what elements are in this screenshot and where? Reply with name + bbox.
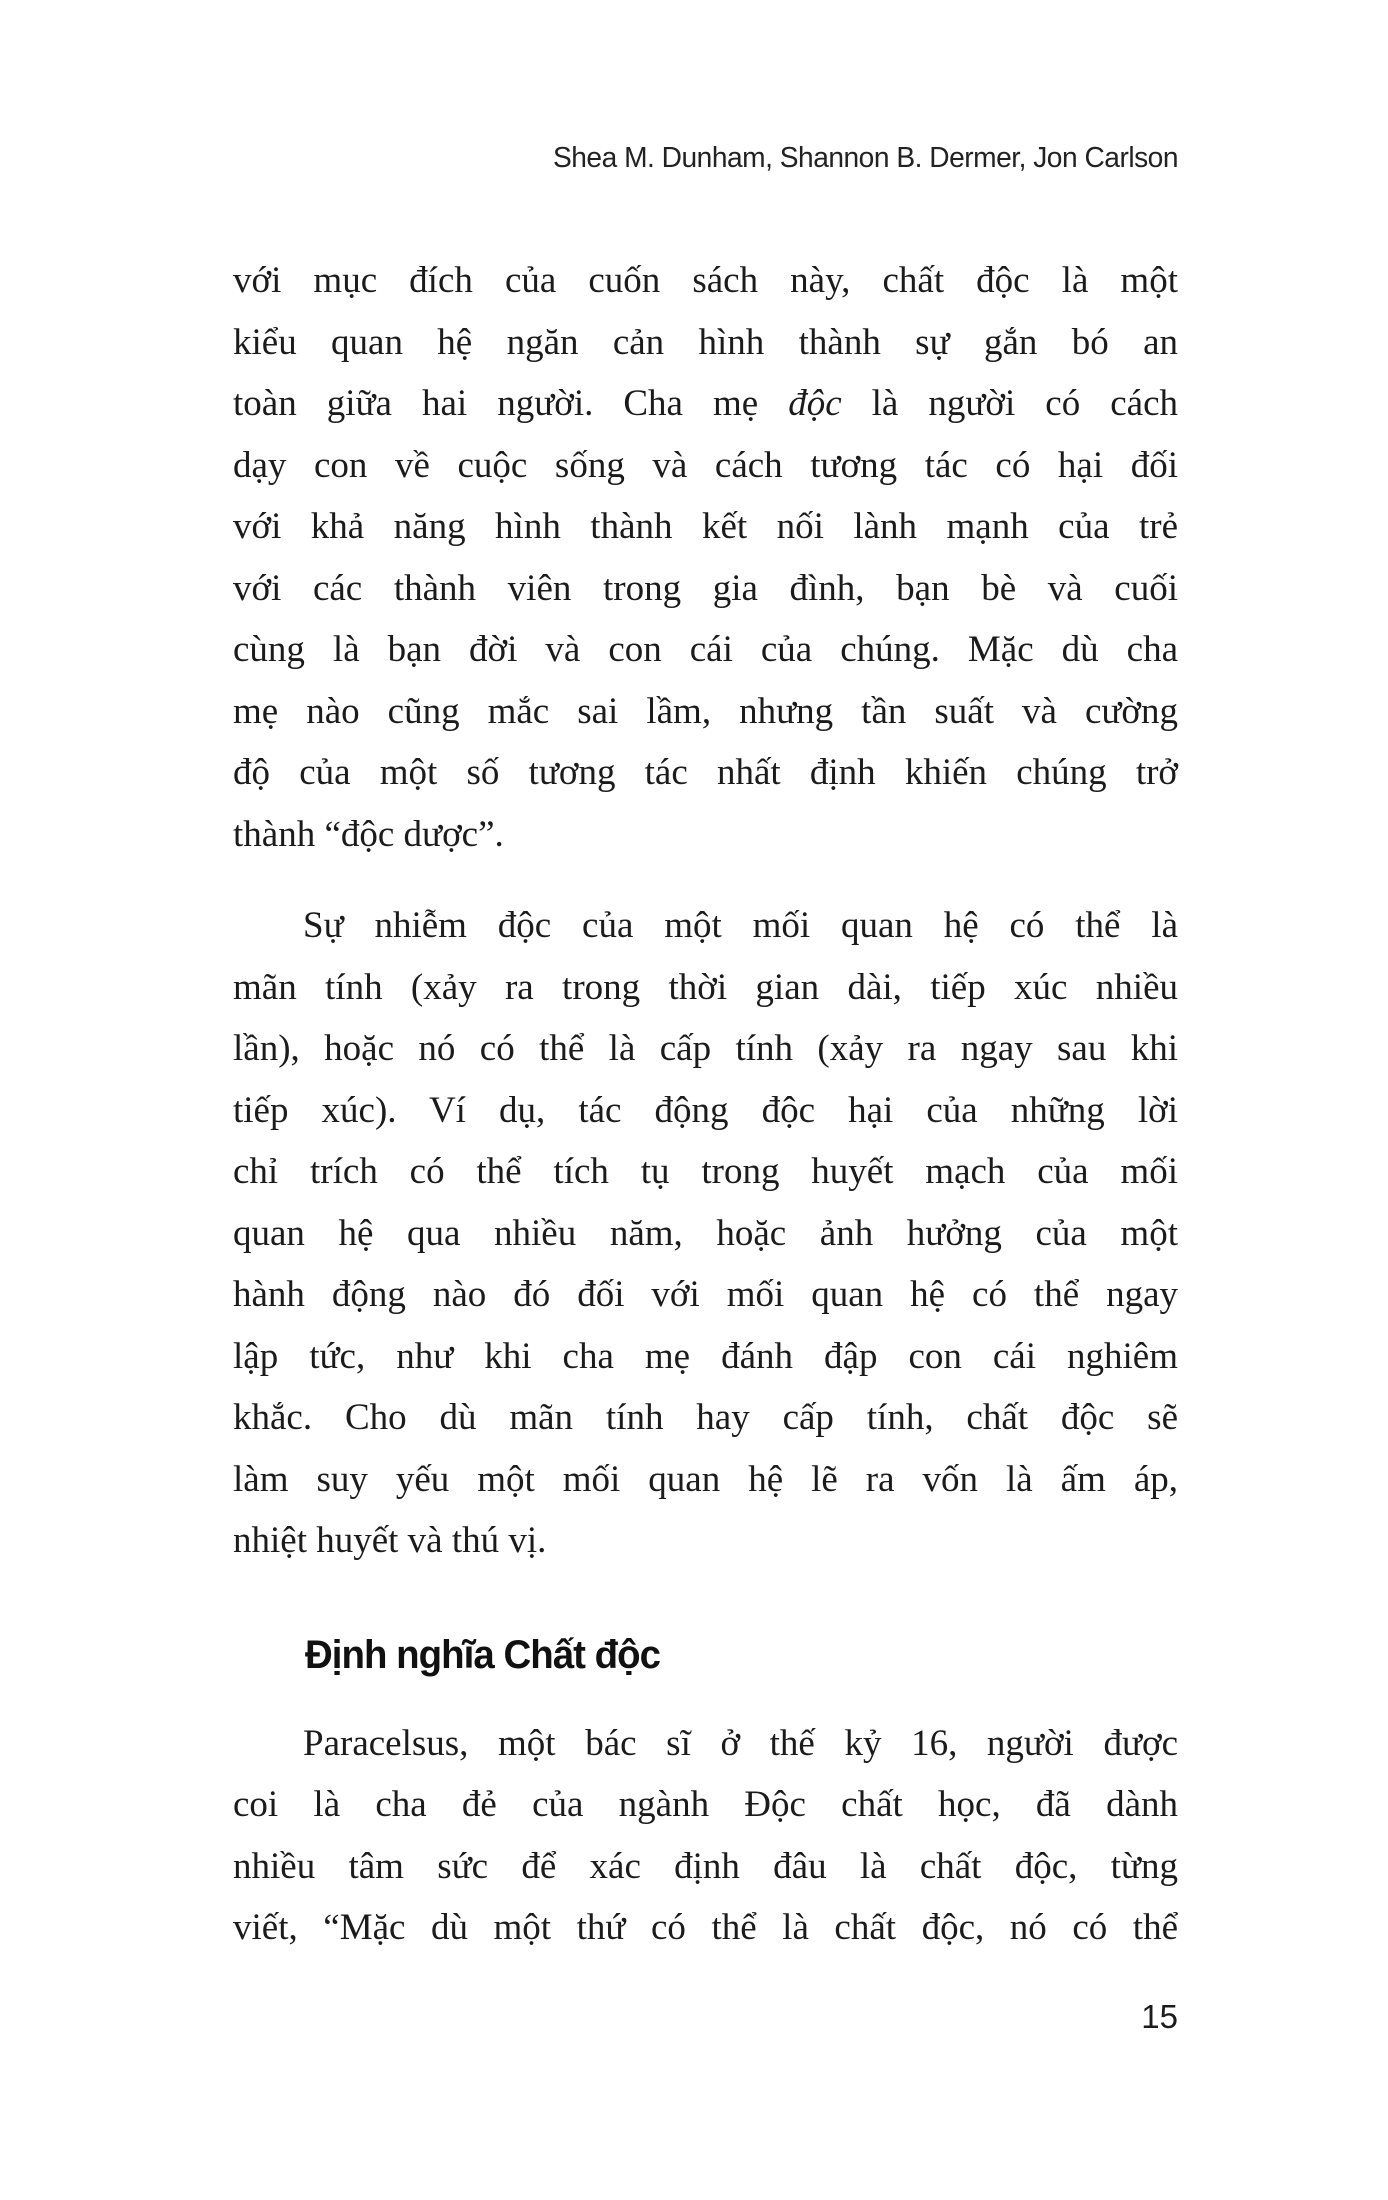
text-line: lần), hoặc nó có thể là cấp tính (xảy ra ngay sau khi <box>233 1028 1178 1069</box>
text-line: nhiệt huyết và thú vị. <box>233 1520 547 1561</box>
paragraph-1 <box>233 250 1178 865</box>
section-heading: Định nghĩa Chất độc <box>305 1632 661 1677</box>
text-line: Paracelsus, một bác sĩ ở thế kỷ 16, người được <box>303 1722 1178 1764</box>
text-line: quan hệ qua nhiều năm, hoặc ảnh hưởng của một <box>233 1212 1178 1254</box>
italic-word: độc <box>788 383 842 424</box>
text-line: thành “độc dược”. <box>233 813 504 855</box>
text-line: tiếp xúc). Ví dụ, tác động độc hại của những lời <box>233 1089 1178 1131</box>
paragraph-3 <box>233 1713 1178 1959</box>
text-line: với các thành viên trong gia đình, bạn bè và cuối <box>233 567 1178 609</box>
text-line: chỉ trích có thể tích tụ trong huyết mạch của mối <box>233 1151 1178 1192</box>
text-line-with-italic <box>233 373 1178 435</box>
text-segment: là người có cách <box>841 383 1178 424</box>
body-text <box>233 250 1178 1959</box>
text-line: dạy con về cuộc sống và cách tương tác có hại đối <box>233 444 1178 486</box>
text-line: nhiều tâm sức để xác định đâu là chất độc, từng <box>233 1845 1178 1887</box>
text-line: lập tức, như khi cha mẹ đánh đập con cái nghiêm <box>233 1335 1178 1377</box>
text-line: cùng là bạn đời và con cái của chúng. Mặc dù cha <box>233 629 1178 670</box>
text-line: khắc. Cho dù mãn tính hay cấp tính, chất độc sẽ <box>233 1397 1178 1438</box>
text-line: hành động nào đó đối với mối quan hệ có thể ngay <box>233 1274 1178 1315</box>
text-segment: toàn giữa hai người. Cha mẹ <box>233 383 789 424</box>
text-line: với mục đích của cuốn sách này, chất độc là một <box>233 260 1178 301</box>
running-header: Shea M. Dunham, Shannon B. Dermer, Jon Carlson <box>552 142 1178 174</box>
text-line: kiểu quan hệ ngăn cản hình thành sự gắn bó an <box>233 321 1178 363</box>
text-line: làm suy yếu một mối quan hệ lẽ ra vốn là ấm áp, <box>233 1458 1178 1500</box>
text-line: mẹ nào cũng mắc sai lầm, nhưng tần suất và cường <box>233 690 1178 732</box>
text-line: độ của một số tương tác nhất định khiến chúng trở <box>233 752 1178 793</box>
page-number: 15 <box>1141 1998 1178 2035</box>
text-line: viết, “Mặc dù một thứ có thể là chất độc, nó có thể <box>233 1907 1178 1948</box>
text-line: mãn tính (xảy ra trong thời gian dài, tiếp xúc nhiều <box>233 966 1178 1008</box>
text-line: coi là cha đẻ của ngành Độc chất học, đã dành <box>233 1784 1178 1825</box>
text-line: với khả năng hình thành kết nối lành mạnh của trẻ <box>233 506 1178 547</box>
paragraph-2 <box>233 895 1178 1572</box>
text-line: Sự nhiễm độc của một mối quan hệ có thể là <box>303 905 1178 946</box>
